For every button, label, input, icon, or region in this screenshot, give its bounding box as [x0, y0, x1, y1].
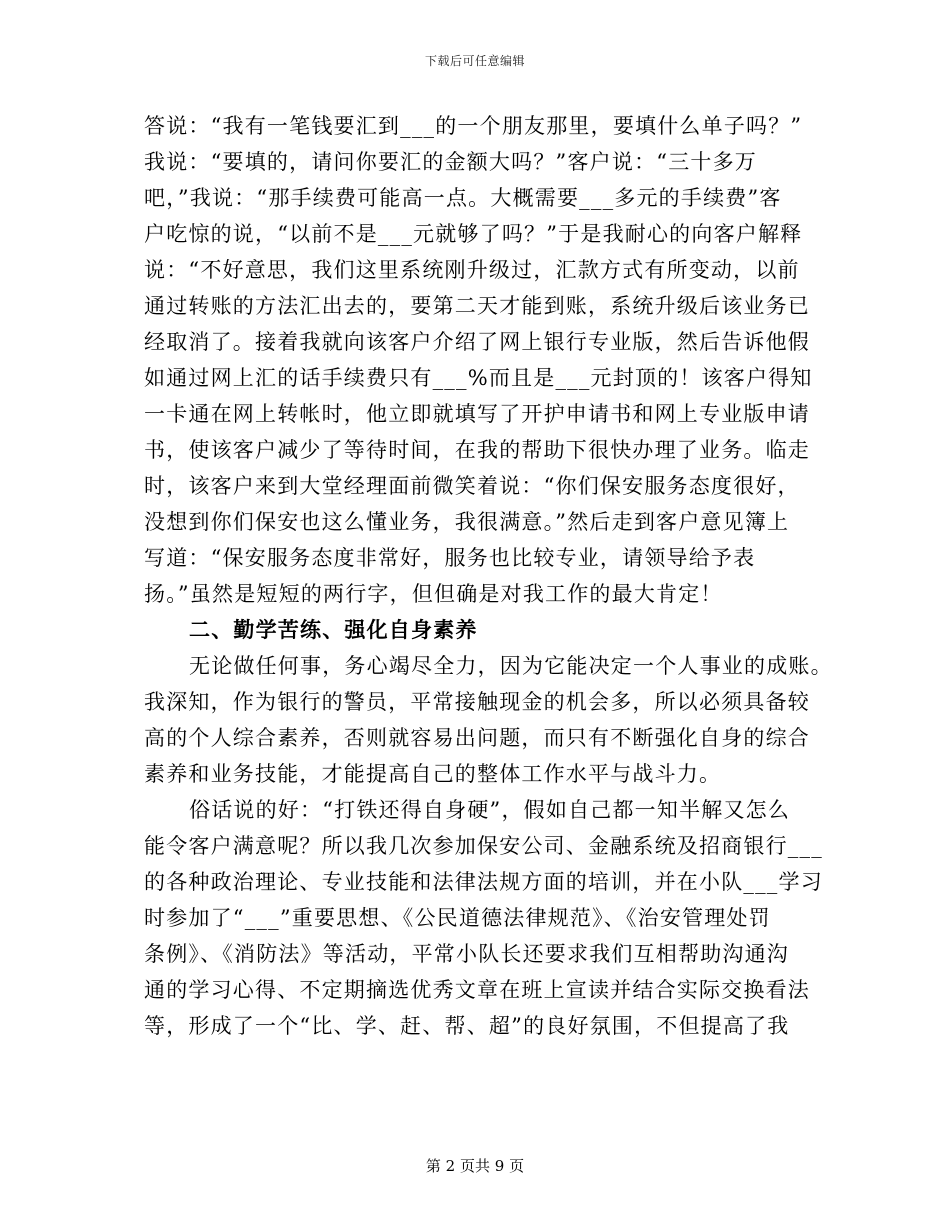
text-line: 高的个人综合素养，否则就容易出问题，而只有不断强化自身的综合 [144, 726, 810, 750]
text-line: 俗话说的好：“打铁还得自身硬”，假如自己都一知半解又怎么 [189, 798, 791, 822]
text-line: 扬。”虽然是短短的两行字，但但确是对我工作的最大肯定！ [144, 582, 723, 606]
text-line: 通过转账的方法汇出去的，要第二天才能到账，系统升级后该业务已 [144, 294, 810, 318]
page-footer: 第 2 页共 9 页 [425, 1157, 525, 1175]
text-line: 等，形成了一个“比、学、赶、帮、超”的良好氛围，不但提高了我 [144, 1014, 790, 1038]
text-line: 我说：“要填的，请问你要汇的金额大吗？”客户说：“三十多万 [144, 150, 758, 174]
text-line: 时，该客户来到大堂经理面前微笑着说：“你们保安服务态度很好， [144, 474, 800, 498]
document-body [144, 108, 833, 1044]
text-line: 素养和业务技能，才能提高自己的整体工作水平与战斗力。 [144, 762, 722, 786]
text-line: 我深知，作为银行的警员，平常接触现金的机会多，所以必须具备较 [144, 690, 810, 714]
text-line: 经取消了。接着我就向该客户介绍了网上银行专业版，然后告诉他假 [144, 330, 810, 354]
text-line: 如通过网上汇的话手续费只有___%而且是___元封顶的！该客户得知 [144, 366, 813, 390]
text-line: 一卡通在网上转帐时，他立即就填写了开护申请书和网上专业版申请 [144, 402, 810, 426]
text-line: 书，使该客户减少了等待时间，在我的帮助下很快办理了业务。临走 [144, 438, 810, 462]
section-heading: 二、勤学苦练、强化自身素养 [189, 617, 478, 642]
text-line: 无论做任何事，务心竭尽全力，因为它能决定一个人事业的成账。 [189, 654, 833, 678]
text-line: 能令客户满意呢？所以我几次参加保安公司、金融系统及招商银行___ [144, 834, 823, 858]
text-line: 条例》、《消防法》等活动，平常小队长还要求我们互相帮助沟通沟 [144, 942, 789, 966]
text-line: 写道：“保安服务态度非常好，服务也比较专业，请领导给予表 [144, 546, 756, 570]
text-line: 吧，”我说：“那手续费可能高一点。大概需要___多元的手续费”客 [144, 186, 782, 210]
text-line: 通的学习心得、不定期摘选优秀文章在班上宣读并结合实际交换看法 [144, 978, 810, 1002]
text-line: 说：“不好意思，我们这里系统刚升级过，汇款方式有所变动，以前 [144, 258, 800, 282]
text-line: 的各种政治理论、专业技能和法律法规方面的培训，并在小队___学习 [144, 870, 823, 894]
text-line: 没想到你们保安也这么懂业务，我很满意。”然后走到客户意见簿上 [144, 510, 790, 534]
text-line: 答说：“我有一笔钱要汇到___的一个朋友那里，要填什么单子吗？” [144, 114, 803, 138]
page-header: 下载后可任意编辑 [424, 54, 525, 68]
text-line: 时参加了“___”重要思想、《公民道德法律规范》、《治安管理处罚 [144, 906, 771, 930]
text-line: 户吃惊的说，“以前不是___元就够了吗？”于是我耐心的向客户解释 [144, 222, 803, 246]
